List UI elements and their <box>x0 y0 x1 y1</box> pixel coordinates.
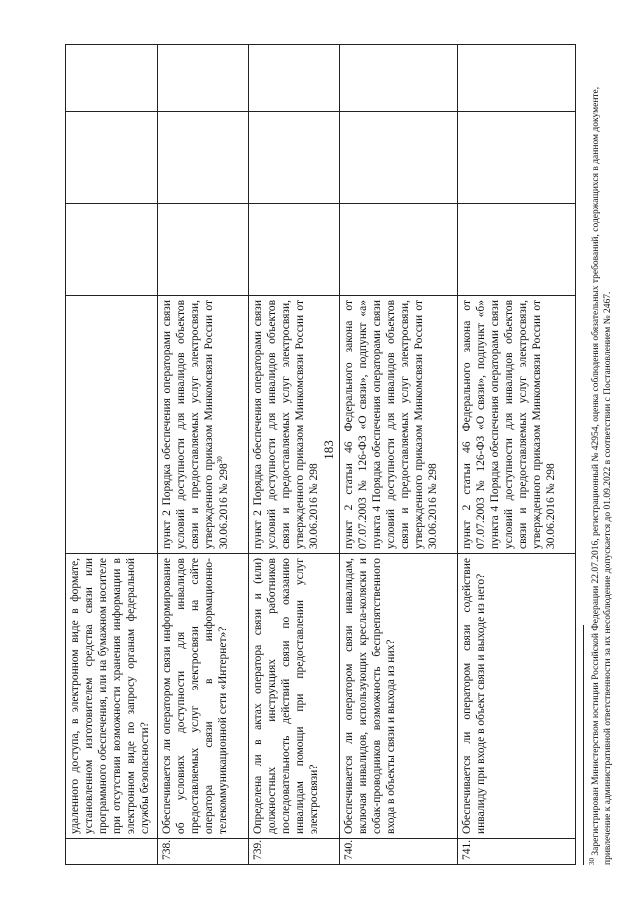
answer-cell <box>458 112 576 204</box>
row-number: 738. <box>158 839 249 865</box>
row-number: 741. <box>458 839 576 865</box>
row-number: 739. <box>249 839 340 865</box>
answer-cell <box>340 112 458 204</box>
table-row <box>158 45 249 865</box>
answer-cell <box>249 112 340 204</box>
answer-cell <box>66 112 158 204</box>
page-number: 183 <box>321 440 336 460</box>
footnote <box>588 45 615 865</box>
row-number <box>66 839 158 865</box>
note-cell <box>158 45 249 112</box>
footnote-mark: 30 <box>588 858 596 865</box>
answer-cell <box>158 204 249 296</box>
reference-text: пункт 2 Порядка обеспечения операторами связи условий доступности для инвалидов объектов связи и предоставляемых услуг электросвязи, утвержденного приказом Минкомсвязи России от 30.06.2016 № 298 <box>161 300 230 549</box>
reference-cell <box>158 296 249 554</box>
table-row <box>340 45 458 865</box>
answer-cell <box>340 204 458 296</box>
answer-cell <box>66 204 158 296</box>
reference-cell: пункт 2 Порядка обеспечения операторами связи условий доступности для инвалидов объектов связи и предоставляемых услуг электросвязи, утвержденного приказом Минкомсвязи России от 30.06.2016 № 298 <box>249 296 340 554</box>
reference-cell <box>66 296 158 554</box>
footnote-divider <box>583 625 584 865</box>
note-cell <box>249 45 340 112</box>
footnote-ref: 30 <box>216 456 225 464</box>
row-number: 740. <box>340 839 458 865</box>
answer-cell <box>158 112 249 204</box>
question-cell: Обеспечивается ли оператором связи информирование об условиях доступности для инвалидов предоставляемых услуг электросвязи на сайте оператора связи в информационно-телекоммуникационной сети «Интернет»? <box>158 554 249 839</box>
answer-cell <box>458 204 576 296</box>
table-row <box>66 45 158 865</box>
question-cell: Обеспечивается ли оператором связи содействие инвалиду при входе в объект связи и выходе из него? <box>458 554 576 839</box>
question-cell: Определена ли в актах оператора связи и (или) должностных инструкциях работников последовательность действий связи по оказанию инвалидам помощи при предоставлении услуг электросвязи? <box>249 554 340 839</box>
answer-cell <box>249 204 340 296</box>
note-cell <box>66 45 158 112</box>
note-cell <box>458 45 576 112</box>
requirements-table <box>65 44 576 865</box>
reference-cell: пункт 2 статьи 46 Федерального закона от 07.07.2003 № 126-ФЗ «О связи», подпункт «а» пункта 4 Порядка обеспечения операторами связи условий доступности для инвалидов объектов связи и предоставляемых услуг электросвязи, утвержденного приказом Минкомсвязи России от 30.06.2016 № 298 <box>340 296 458 554</box>
table-row <box>458 45 576 865</box>
question-cell: удаленного доступа, в электронном виде в формате, установленном изготовителем средства связи или программного обеспечения, или на бумажном носителе при отсутствии возможности хранения информации в электронном виде по запросу органам федеральной службы безопасности? <box>66 554 158 839</box>
table-row <box>249 45 340 865</box>
question-cell: Обеспечивается ли оператором связи инвалидам, включая инвалидов, использующих кресла-коляски и собак-проводников возможность беспрепятственного входа в объекты связи и выхода из них? <box>340 554 458 839</box>
note-cell <box>340 45 458 112</box>
reference-cell: пункт 2 статьи 46 Федерального закона от 07.07.2003 № 126-ФЗ «О связи», подпункт «б» пункта 4 Порядка обеспечения операторами связи условий доступности для инвалидов объектов связи и предоставляемых услуг электросвязи, утвержденного приказом Минкомсвязи России от 30.06.2016 № 298 <box>458 296 576 554</box>
footnote-text: Зарегистрирован Министерством юстиции Российской Федерации 22.07.2016, регистрационный № 42954, оценка соблюдения обязательных требований, содержащихся в данном документе, привлечение к административной ответственности за их несоблюдение допускается до 01.09.2022 в соответствии с Постановлением № 2467. <box>591 86 614 865</box>
